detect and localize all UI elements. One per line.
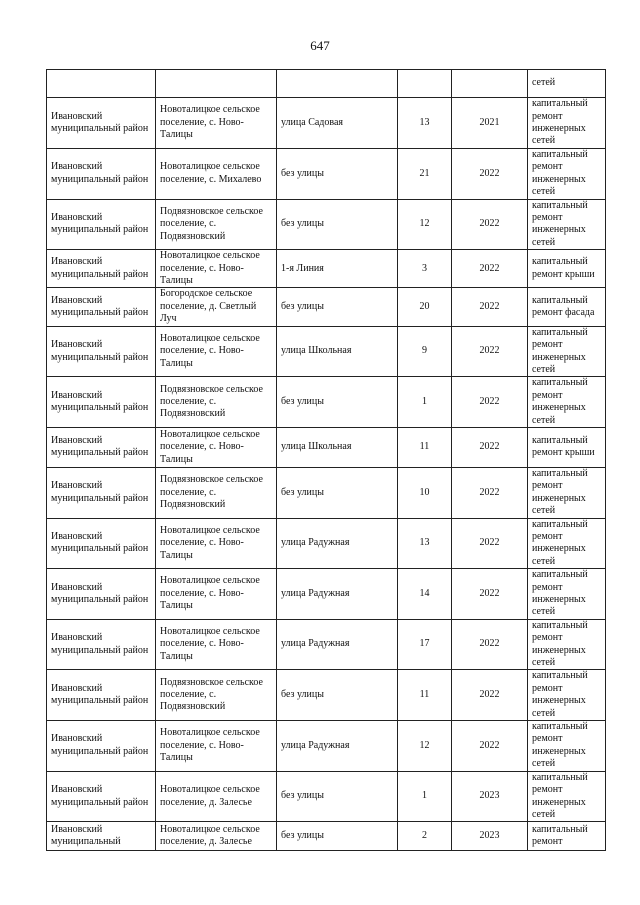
settlement-cell: Новоталицкое сельское поселение, с. Ново-Талицы <box>156 427 277 467</box>
year-cell: 2022 <box>452 721 528 772</box>
settlement-cell: Подвязновское сельское поселение, с. Подвязновский <box>156 467 277 518</box>
street-cell: улица Школьная <box>277 326 398 377</box>
district-cell: Ивановский муниципальный район <box>47 326 156 377</box>
settlement-cell: Новоталицкое сельское поселение, с. Ново-Талицы <box>156 619 277 670</box>
house-number-cell: 1 <box>398 771 452 822</box>
year-cell: 2022 <box>452 326 528 377</box>
page-number: 647 <box>310 38 330 53</box>
table-row <box>47 70 606 98</box>
year-cell: 2022 <box>452 619 528 670</box>
table-row <box>47 377 606 428</box>
table-row <box>47 288 606 326</box>
work-type-cell: капитальный ремонт крыши <box>528 427 606 467</box>
work-type-cell: капитальный ремонт инженерных сетей <box>528 149 606 200</box>
district-cell: Ивановский муниципальный <box>47 822 156 851</box>
work-type-cell: капитальный ремонт инженерных сетей <box>528 619 606 670</box>
year-cell: 2022 <box>452 149 528 200</box>
work-type-cell: капитальный ремонт инженерных сетей <box>528 467 606 518</box>
work-type-cell: капитальный ремонт инженерных сетей <box>528 771 606 822</box>
district-cell: Ивановский муниципальный район <box>47 427 156 467</box>
table-row <box>47 427 606 467</box>
district-cell: Ивановский муниципальный район <box>47 250 156 288</box>
district-cell: Ивановский муниципальный район <box>47 98 156 149</box>
table-row <box>47 250 606 288</box>
street-cell: без улицы <box>277 771 398 822</box>
year-cell: 2022 <box>452 377 528 428</box>
settlement-cell: Новоталицкое сельское поселение, с. Ново-Талицы <box>156 98 277 149</box>
house-number-cell: 13 <box>398 518 452 569</box>
work-type-cell: капитальный ремонт инженерных сетей <box>528 326 606 377</box>
street-cell: без улицы <box>277 822 398 851</box>
table-row <box>47 199 606 250</box>
year-cell: 2023 <box>452 771 528 822</box>
work-type-cell: капитальный ремонт инженерных сетей <box>528 670 606 721</box>
district-cell: Ивановский муниципальный район <box>47 288 156 326</box>
street-cell: без улицы <box>277 199 398 250</box>
table-row <box>47 518 606 569</box>
street-cell: 1-я Линия <box>277 250 398 288</box>
table-row <box>47 771 606 822</box>
settlement-cell: Новоталицкое сельское поселение, с. Ново-Талицы <box>156 326 277 377</box>
work-type-cell: капитальный ремонт крыши <box>528 250 606 288</box>
district-cell: Ивановский муниципальный район <box>47 518 156 569</box>
house-number-cell: 14 <box>398 569 452 620</box>
district-cell <box>47 70 156 98</box>
house-number-cell: 10 <box>398 467 452 518</box>
table-row <box>47 721 606 772</box>
settlement-cell: Новоталицкое сельское поселение, с. Ново-Талицы <box>156 250 277 288</box>
year-cell: 2022 <box>452 569 528 620</box>
street-cell <box>277 70 398 98</box>
district-cell: Ивановский муниципальный район <box>47 771 156 822</box>
year-cell: 2022 <box>452 250 528 288</box>
street-cell: улица Школьная <box>277 427 398 467</box>
street-cell: без улицы <box>277 377 398 428</box>
street-cell: без улицы <box>277 288 398 326</box>
year-cell: 2022 <box>452 670 528 721</box>
year-cell: 2022 <box>452 427 528 467</box>
settlement-cell: Подвязновское сельское поселение, с. Подвязновский <box>156 377 277 428</box>
work-type-cell: капитальный ремонт инженерных сетей <box>528 569 606 620</box>
settlement-cell: Новоталицкое сельское поселение, с. Ново-Талицы <box>156 569 277 620</box>
district-cell: Ивановский муниципальный район <box>47 149 156 200</box>
house-number-cell: 13 <box>398 98 452 149</box>
house-number-cell: 12 <box>398 721 452 772</box>
table-row <box>47 98 606 149</box>
table-row <box>47 569 606 620</box>
house-number-cell <box>398 70 452 98</box>
work-type-cell: сетей <box>528 70 606 98</box>
district-cell: Ивановский муниципальный район <box>47 467 156 518</box>
house-number-cell: 2 <box>398 822 452 851</box>
settlement-cell: Подвязновское сельское поселение, с. Подвязновский <box>156 670 277 721</box>
work-type-cell: капитальный ремонт инженерных сетей <box>528 518 606 569</box>
settlement-cell: Подвязновское сельское поселение, с. Подвязновский <box>156 199 277 250</box>
district-cell: Ивановский муниципальный район <box>47 569 156 620</box>
settlement-cell: Новоталицкое сельское поселение, с. Михалево <box>156 149 277 200</box>
house-number-cell: 20 <box>398 288 452 326</box>
district-cell: Ивановский муниципальный район <box>47 670 156 721</box>
street-cell: улица Радужная <box>277 721 398 772</box>
table-row <box>47 822 606 851</box>
house-number-cell: 17 <box>398 619 452 670</box>
house-number-cell: 9 <box>398 326 452 377</box>
work-type-cell: капитальный ремонт фасада <box>528 288 606 326</box>
street-cell: без улицы <box>277 149 398 200</box>
year-cell: 2022 <box>452 288 528 326</box>
work-type-cell: капитальный ремонт <box>528 822 606 851</box>
year-cell: 2022 <box>452 467 528 518</box>
district-cell: Ивановский муниципальный район <box>47 377 156 428</box>
street-cell: без улицы <box>277 467 398 518</box>
district-cell: Ивановский муниципальный район <box>47 619 156 670</box>
year-cell: 2021 <box>452 98 528 149</box>
settlement-cell <box>156 70 277 98</box>
house-number-cell: 3 <box>398 250 452 288</box>
work-type-cell: капитальный ремонт инженерных сетей <box>528 199 606 250</box>
street-cell: без улицы <box>277 670 398 721</box>
settlement-cell: Богородское сельское поселение, д. Светлый Луч <box>156 288 277 326</box>
year-cell: 2022 <box>452 518 528 569</box>
house-number-cell: 11 <box>398 427 452 467</box>
street-cell: улица Садовая <box>277 98 398 149</box>
work-type-cell: капитальный ремонт инженерных сетей <box>528 377 606 428</box>
street-cell: улица Радужная <box>277 619 398 670</box>
table-row <box>47 149 606 200</box>
year-cell: 2023 <box>452 822 528 851</box>
settlement-cell: Новоталицкое сельское поселение, д. Залесье <box>156 771 277 822</box>
street-cell: улица Радужная <box>277 518 398 569</box>
settlement-cell: Новоталицкое сельское поселение, с. Ново-Талицы <box>156 721 277 772</box>
table-row <box>47 326 606 377</box>
settlement-cell: Новоталицкое сельское поселение, д. Залесье <box>156 822 277 851</box>
work-type-cell: капитальный ремонт инженерных сетей <box>528 721 606 772</box>
housing-repair-table <box>46 69 606 851</box>
year-cell: 2022 <box>452 199 528 250</box>
year-cell <box>452 70 528 98</box>
work-type-cell: капитальный ремонт инженерных сетей <box>528 98 606 149</box>
table-row <box>47 467 606 518</box>
house-number-cell: 21 <box>398 149 452 200</box>
district-cell: Ивановский муниципальный район <box>47 199 156 250</box>
house-number-cell: 11 <box>398 670 452 721</box>
table-row <box>47 619 606 670</box>
district-cell: Ивановский муниципальный район <box>47 721 156 772</box>
house-number-cell: 1 <box>398 377 452 428</box>
table-row <box>47 670 606 721</box>
street-cell: улица Радужная <box>277 569 398 620</box>
settlement-cell: Новоталицкое сельское поселение, с. Ново-Талицы <box>156 518 277 569</box>
house-number-cell: 12 <box>398 199 452 250</box>
